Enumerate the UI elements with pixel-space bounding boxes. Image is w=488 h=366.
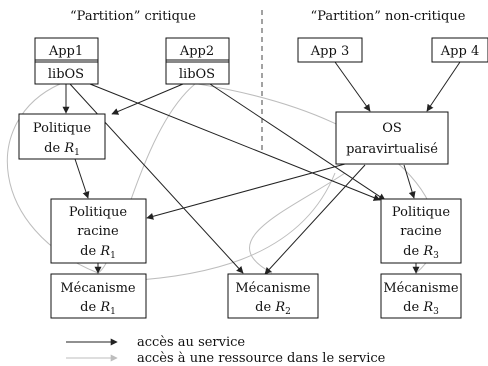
- meca-r3-line1: Mécanisme: [383, 281, 459, 296]
- node-app2: [166, 38, 229, 84]
- politique-r1-line1: Politique: [32, 121, 92, 136]
- node-politique-r1: [19, 114, 105, 159]
- meca-r2-line1: Mécanisme: [235, 281, 311, 296]
- node-meca-r3: [381, 274, 461, 318]
- meca-r2-line2: de $R_2$: [255, 300, 291, 317]
- app1-label: App1: [48, 44, 84, 59]
- meca-r1-line1: Mécanisme: [60, 281, 136, 296]
- node-racine-r1: [51, 199, 146, 263]
- header-noncritical-partition: “Partition” non-critique: [310, 9, 466, 24]
- app3-label: App 3: [310, 44, 350, 59]
- app2-libos-label: libOS: [178, 67, 216, 82]
- node-os-paravirtualise: [336, 112, 448, 164]
- edge-os-racine-r3: [404, 165, 414, 198]
- racine-r3-line2: racine: [400, 224, 442, 239]
- header-critical-partition: “Partition” critique: [70, 9, 196, 24]
- app2-label: App2: [179, 44, 215, 59]
- gray-edge-os-meca-r2: [250, 173, 345, 273]
- racine-r1-line2: racine: [77, 224, 119, 239]
- racine-r1-line1: Politique: [68, 205, 128, 220]
- legend-gray-label: accès à une ressource dans le service: [137, 351, 386, 366]
- node-app1: [35, 38, 98, 84]
- edge-politique-r1-racine-r1: [75, 159, 88, 198]
- app1-libos-label: libOS: [47, 67, 85, 82]
- racine-r3-line3: de $R_3$: [403, 244, 439, 261]
- node-racine-r3: [381, 199, 461, 263]
- node-meca-r1: [51, 274, 146, 318]
- legend: [66, 335, 386, 366]
- node-app3: [298, 38, 362, 62]
- edge-app3-os: [335, 62, 370, 111]
- node-meca-r2: [228, 274, 318, 318]
- app4-label: App 4: [440, 44, 480, 59]
- racine-r3-line1: Politique: [391, 205, 451, 220]
- politique-r1-line2: de $R_1$: [44, 141, 80, 158]
- legend-black-label: accès au service: [137, 335, 246, 350]
- os-line1: OS: [382, 121, 402, 136]
- meca-r3-line2: de $R_3$: [403, 300, 439, 317]
- os-line2: paravirtualisé: [346, 142, 438, 157]
- edge-app4-os: [427, 62, 460, 111]
- node-app4: [432, 38, 488, 62]
- meca-r1-line2: de $R_1$: [80, 300, 116, 317]
- racine-r1-line3: de $R_1$: [80, 244, 116, 261]
